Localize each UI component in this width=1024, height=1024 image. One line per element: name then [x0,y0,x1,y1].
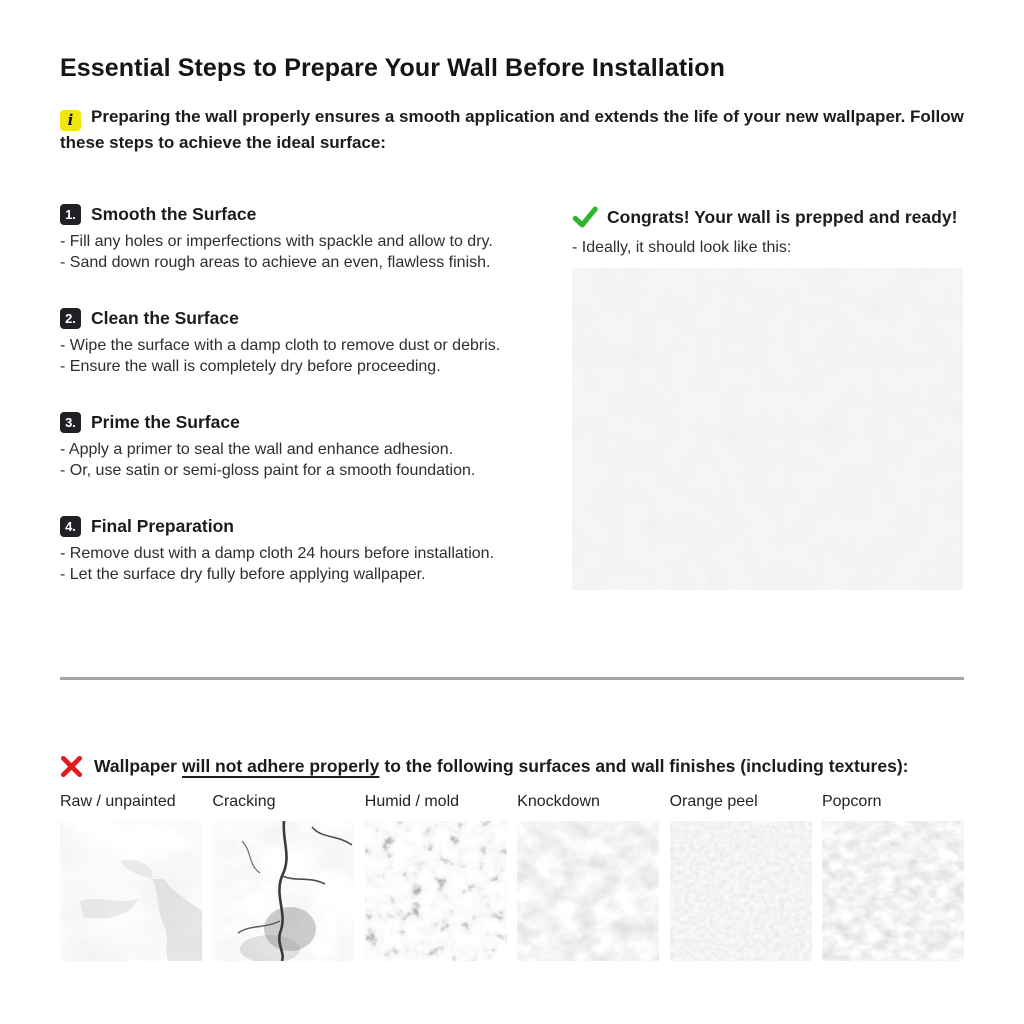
step-line: - Remove dust with a damp cloth 24 hours before installation. [60,545,495,562]
warning-emphasis: will not adhere properly [181,756,380,776]
step-number-badge: 3. [60,412,81,433]
page-title: Essential Steps to Prepare Your Wall Before Installation [60,54,726,82]
steps-list [60,204,572,620]
step-number-badge: 1. [60,204,81,225]
texture-label: Raw / unpainted [60,793,176,810]
step-title: Prime the Surface [91,412,240,432]
texture-humid-mold [365,791,507,961]
step-number-badge: 2. [60,308,81,329]
texture-image-knockdown [517,821,659,961]
warning-text-prefix: Wallpaper [94,756,177,776]
texture-image-orange-peel [670,821,812,961]
texture-image-raw-unpainted [60,821,202,961]
step-item-4 [60,516,572,585]
step-line: - Ensure the wall is completely dry before proceeding. [60,358,441,375]
section-divider [60,677,964,680]
step-heading [60,204,572,225]
intro-text: Preparing the wall properly ensures a smooth application and extends the life of your new wallpaper. Follow these steps to achieve the ideal surface: [60,107,964,152]
result-heading [572,204,964,230]
texture-label: Knockdown [517,793,600,810]
step-line: - Sand down rough areas to achieve an even, flawless finish. [60,254,491,271]
texture-image-humid-mold [365,821,507,961]
texture-label: Cracking [212,793,276,810]
texture-popcorn [822,791,964,961]
step-line: - Fill any holes or imperfections with spackle and allow to dry. [60,233,493,250]
texture-raw-unpainted [60,791,202,961]
step-heading [60,412,572,433]
result-panel [572,204,964,620]
step-title: Clean the Surface [91,308,239,328]
step-line: - Or, use satin or semi-gloss paint for a smooth foundation. [60,462,476,479]
step-line: - Wipe the surface with a damp cloth to remove dust or debris. [60,337,501,354]
info-icon: i [60,110,81,131]
step-line: - Apply a primer to seal the wall and enhance adhesion. [60,441,454,458]
wall-preview-image [572,268,963,590]
texture-orange-peel [670,791,812,961]
check-icon [572,204,598,230]
result-title: Congrats! Your wall is prepped and ready! [607,206,958,227]
result-subtitle: - Ideally, it should look like this: [572,239,792,256]
step-heading [60,308,572,329]
texture-label: Humid / mold [364,793,460,810]
texture-image-popcorn [822,821,964,961]
warning-banner [60,755,908,778]
texture-cracking [212,791,354,961]
texture-knockdown [517,791,659,961]
warning-text-suffix: to the following surfaces and wall finishes (including textures): [384,756,909,776]
texture-label: Popcorn [821,793,882,810]
step-number-badge: 4. [60,516,81,537]
intro-paragraph [60,105,968,155]
texture-label: Orange peel [669,793,758,810]
step-item-3 [60,412,572,481]
step-line: - Let the surface dry fully before applying wallpaper. [60,566,426,583]
texture-image-cracking [212,821,354,961]
step-title: Smooth the Surface [91,204,257,224]
step-title: Final Preparation [91,516,234,536]
step-heading [60,516,572,537]
step-item-2 [60,308,572,377]
main-columns [60,204,964,620]
x-icon [60,755,83,778]
step-item-1 [60,204,572,273]
texture-grid [60,791,964,961]
